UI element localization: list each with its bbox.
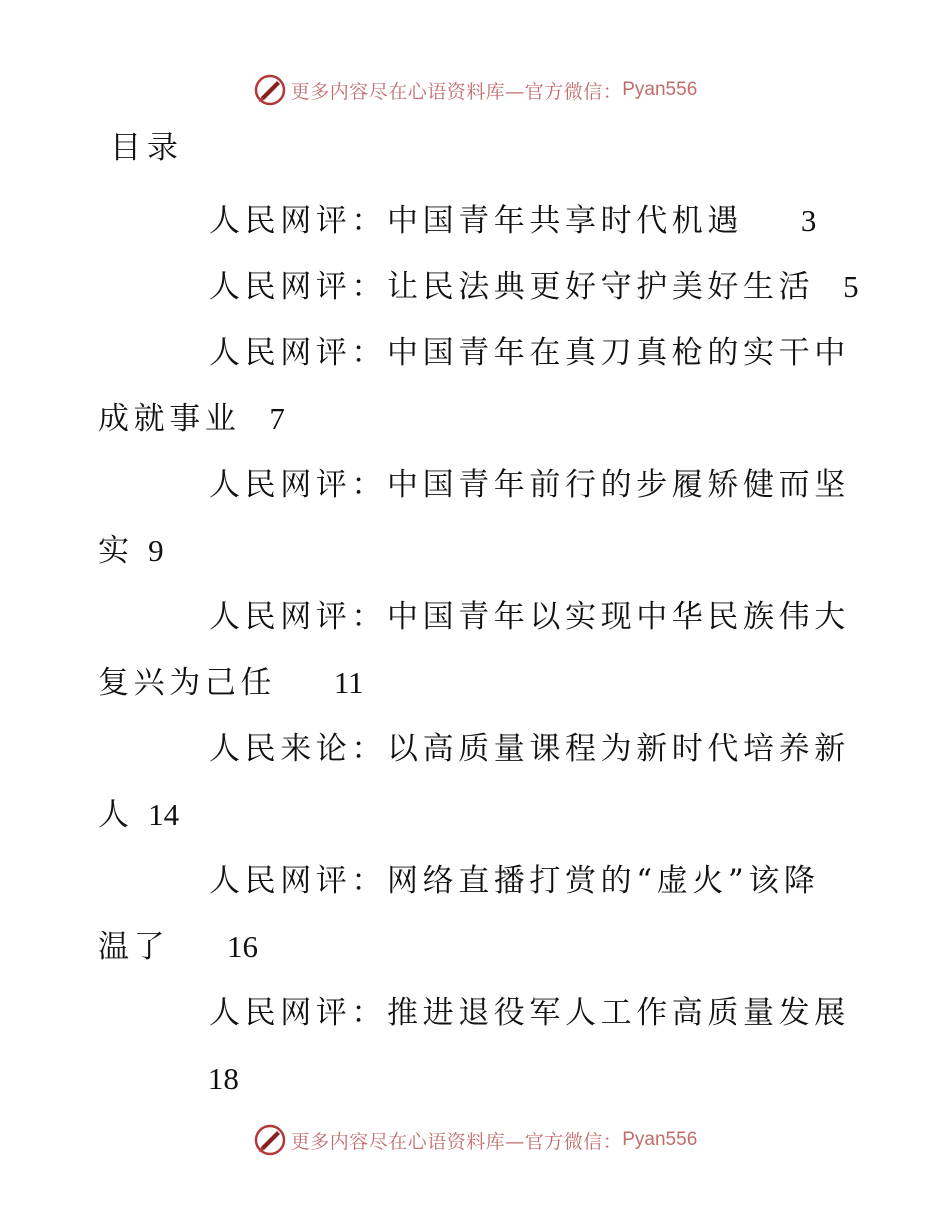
toc-page-number: 5 xyxy=(843,269,859,304)
page-title: 目录 xyxy=(110,130,184,166)
toc-entry-title-cont: 实 xyxy=(98,533,134,569)
toc-entry-title: 人民网评：中国青年以实现中华民族伟大 xyxy=(209,599,850,635)
toc-entry-4[interactable] xyxy=(98,452,858,584)
watermark-wechat-id: Pyan556 xyxy=(622,1129,698,1150)
toc-entry-title: 人民网评：网络直播打赏的“虚火”该降 xyxy=(209,863,820,899)
watermark-wechat-id: Pyan556 xyxy=(622,79,698,100)
toc-page-number: 16 xyxy=(227,929,259,964)
toc-entry-2[interactable] xyxy=(98,254,858,320)
toc-entry-title: 人民网评：中国青年前行的步履矫健而坚 xyxy=(209,467,850,503)
table-of-contents xyxy=(98,188,858,1112)
header-watermark xyxy=(0,70,950,110)
toc-entry-1[interactable] xyxy=(98,188,858,254)
toc-page-number: 11 xyxy=(333,665,364,700)
toc-entry-7[interactable] xyxy=(98,848,858,980)
toc-entry-3[interactable] xyxy=(98,320,858,452)
toc-entry-title: 人民网评：中国青年共享时代机遇 xyxy=(209,203,743,239)
toc-page-number: 14 xyxy=(148,797,180,832)
toc-entry-title-cont: 温了 xyxy=(98,929,170,965)
pen-logo-icon xyxy=(253,1123,287,1157)
toc-entry-8[interactable] xyxy=(98,980,858,1112)
toc-entry-title: 人民网评：让民法典更好守护美好生活 xyxy=(209,269,815,305)
toc-entry-title-cont: 成就事业 xyxy=(98,401,241,437)
toc-page-number: 9 xyxy=(148,533,164,568)
toc-entry-6[interactable] xyxy=(98,716,858,848)
toc-entry-5[interactable] xyxy=(98,584,858,716)
toc-page-number: 7 xyxy=(269,401,285,436)
toc-entry-title: 人民来论：以高质量课程为新时代培养新 xyxy=(209,731,850,767)
toc-entry-title: 人民网评：推进退役军人工作高质量发展 xyxy=(209,995,850,1031)
toc-entry-title-cont: 人 xyxy=(98,797,134,833)
footer-watermark xyxy=(0,1120,950,1160)
watermark-text: 更多内容尽在心语资料库—官方微信： xyxy=(290,80,623,103)
toc-page-number: 3 xyxy=(800,203,817,238)
pen-logo-icon xyxy=(253,73,287,107)
watermark-text: 更多内容尽在心语资料库—官方微信： xyxy=(290,1130,623,1153)
toc-entry-title-cont: 复兴为己任 xyxy=(98,665,276,701)
toc-page-number: 18 xyxy=(207,1061,239,1096)
toc-entry-title: 人民网评：中国青年在真刀真枪的实干中 xyxy=(209,335,850,371)
